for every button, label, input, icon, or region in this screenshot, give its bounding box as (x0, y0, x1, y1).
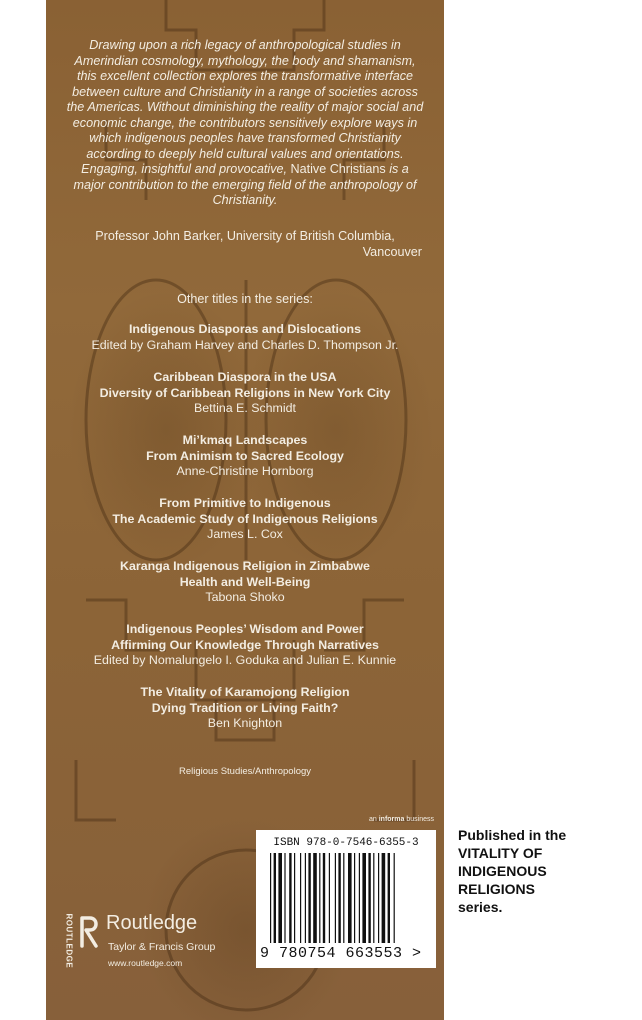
published-line: series. (458, 899, 503, 915)
book-title: Indigenous Peoples’ Wisdom and Power (126, 622, 364, 636)
publisher-logo (62, 912, 262, 972)
series-book (66, 322, 424, 353)
series-book (66, 622, 424, 669)
routledge-r-icon (78, 914, 102, 948)
subject-category: Religious Studies/Anthropology (178, 766, 312, 777)
back-cover (46, 0, 444, 1020)
barcode-bar (335, 853, 336, 943)
barcode-bar (373, 853, 374, 943)
barcode-bar (323, 853, 325, 943)
book-title: The Vitality of Karamojong Religion (140, 685, 350, 699)
barcode-bar (284, 853, 285, 943)
book-author: Ben Knighton (207, 716, 283, 731)
barcode-bar (354, 853, 355, 943)
barcode-bar (378, 853, 379, 943)
barcode-bar (343, 853, 344, 943)
informa-business-label (369, 816, 434, 823)
quote-tail: is a major contribution to the emerging field of the anthropology of Christianity. (73, 162, 417, 207)
barcode-bar (289, 853, 291, 943)
barcode-bar (368, 853, 370, 943)
series-book (66, 433, 424, 480)
book-title: Indigenous Diasporas and Dislocations (128, 322, 362, 336)
book-subtitle: The Academic Study of Indigenous Religions (112, 511, 378, 526)
vertical-text: ROUTLEDGE (64, 913, 74, 969)
informa-brand: informa (378, 816, 405, 823)
barcode-bar (308, 853, 310, 943)
barcode-bar (382, 853, 386, 943)
book-author: Edited by Graham Harvey and Charles D. Thompson Jr. (91, 337, 399, 352)
quote-attribution (66, 229, 424, 260)
endorsement-quote (66, 38, 424, 209)
book-author: Edited by Nomalungelo I. Goduka and Julian E. Kunnie (93, 653, 397, 668)
isbn-barcode (256, 830, 436, 968)
barcode-bar (319, 853, 320, 943)
book-subtitle: From Animism to Sacred Ecology (146, 448, 344, 463)
published-line: VITALITY OF (458, 845, 543, 861)
book-subtitle: Affirming Our Knowledge Through Narratives (111, 637, 379, 652)
publisher-group: Taylor & Francis Group (108, 941, 216, 953)
book-title: From Primitive to Indigenous (159, 496, 331, 510)
publisher-name: Routledge (106, 912, 198, 934)
series-book (66, 685, 424, 732)
book-author: James L. Cox (207, 527, 283, 542)
informa-suffix: business (406, 816, 434, 823)
barcode-bar (359, 853, 360, 943)
book-author: Tabona Shoko (205, 590, 285, 605)
attribution-line-2: Vancouver (362, 244, 422, 259)
book-title: Caribbean Diaspora in the USA (153, 370, 337, 384)
quote-text: Drawing upon a rich legacy of anthropological studies in Amerindian cosmology, mythology, the body and shamanism, this excellent collection explores the transformative interface between culture and Christianity in a range of societies across the Americas. Without diminishing the reality of major social and economic change, the contributors sensitively explore ways in which indigenous peoples have transformed Christianity according to deeply held cultural values and orientations. Engaging, insightful and provocative, (66, 38, 424, 176)
informa-prefix: an (368, 816, 377, 823)
published-line: INDIGENOUS (458, 863, 547, 879)
isbn-text: ISBN 978-0-7546-6355-3 (273, 837, 419, 849)
attribution-line-1: Professor John Barker, University of British Columbia, (95, 229, 395, 243)
book-title: Karanga Indigenous Religion in Zimbabwe (120, 559, 370, 573)
barcode-bar (338, 853, 340, 943)
quote-book-name: Native Christians (290, 162, 386, 176)
book-title: Mi’kmaq Landscapes (182, 433, 308, 447)
book-subtitle: Diversity of Caribbean Religions in New York City (99, 385, 391, 400)
book-author: Bettina E. Schmidt (194, 401, 296, 416)
book-subtitle: Dying Tradition or Living Faith? (151, 700, 339, 715)
book-subtitle: Health and Well-Being (179, 574, 311, 589)
barcode-bars (270, 853, 420, 943)
published-line: Published in the (458, 827, 567, 843)
barcode-bar (313, 853, 317, 943)
barcode-bar (300, 853, 301, 943)
series-book (66, 559, 424, 606)
barcode-bar (348, 853, 352, 943)
barcode-bar (362, 853, 366, 943)
barcode-bar (305, 853, 306, 943)
publisher-url: www.routledge.com (108, 958, 183, 968)
barcode-bar (388, 853, 390, 943)
barcode-bar (278, 853, 282, 943)
series-book (66, 496, 424, 543)
published-note (458, 826, 628, 916)
ean-number: 9 780754 663553 > (260, 945, 422, 962)
barcode-bar (294, 853, 295, 943)
barcode-bar (274, 853, 276, 943)
book-author: Anne-Christine Hornborg (176, 464, 314, 479)
barcode-bar (329, 853, 330, 943)
series-book (66, 370, 424, 417)
published-line: RELIGIONS (458, 881, 536, 897)
publisher-vertical-label (62, 912, 76, 970)
barcode-bar (270, 853, 271, 943)
series-header: Other titles in the series: (177, 292, 313, 306)
barcode-bar (394, 853, 395, 943)
